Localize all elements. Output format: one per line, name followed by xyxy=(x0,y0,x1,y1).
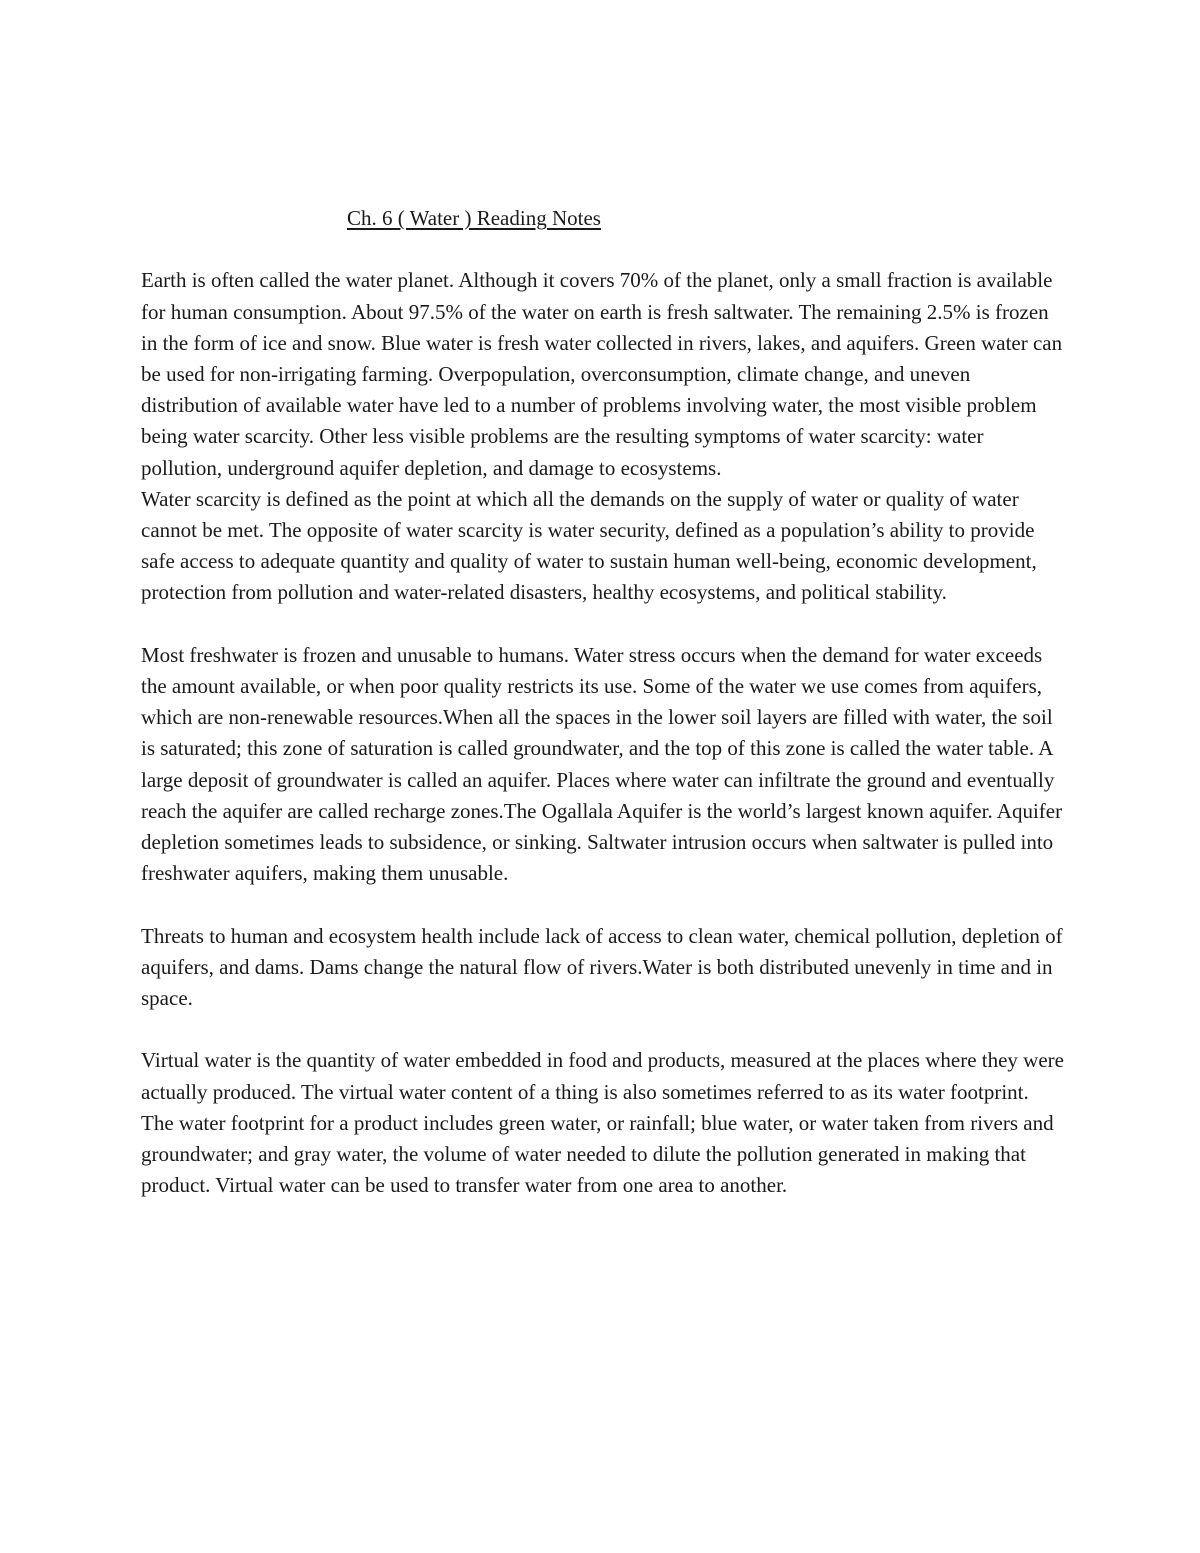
paragraph-threats: Threats to human and ecosystem health include lack of access to clean water, chemical pollution, depletion of aquifers, and dams. Dams change the natural flow of rivers.Water is both distributed unevenly in time and in space. xyxy=(141,923,1063,1011)
paragraph-water-planet: Earth is often called the water planet. Although it covers 70% of the planet, only a small fraction is available for human consumption. About 97.5% of the water on earth is fresh saltwater. The remaining 2.5% is frozen in the form of ice and snow. Blue water is fresh water collected in rivers, lakes, and aquifers. Green water can be used for non-irrigating farming. Overpopulation, overconsumption, climate change, and uneven distribution of available water have led to a number of problems involving water, the most visible problem being water scarcity. Other less visible problems are the resulting symptoms of water scarcity: water pollution, underground aquifer depletion, and damage to ecosystems. xyxy=(141,268,1063,480)
paragraph-water-scarcity: Water scarcity is defined as the point at which all the demands on the supply of water or quality of water cannot be met. The opposite of water scarcity is water security, defined as a population’s ability to provide safe access to adequate quantity and quality of water to sustain human well-being, economic development, protection from pollution and water-related disasters, healthy ecosystems, and political stability. xyxy=(141,486,1037,605)
spacer xyxy=(141,889,1066,920)
paragraph-virtual-water: Virtual water is the quantity of water embedded in food and products, measured at the places where they were actually produced. The virtual water content of a thing is also sometimes referred to as its water footprint. The water footprint for a product includes green water, or rainfall; blue water, or water taken from rivers and groundwater; and gray water, the volume of water needed to dilute the pollution generated in making that product. Virtual water can be used to transfer water from one area to another. xyxy=(141,1048,1064,1198)
spacer xyxy=(141,1014,1066,1045)
spacer xyxy=(141,609,1066,640)
document-title: Ch. 6 ( Water ) Reading Notes xyxy=(347,206,601,230)
document-body xyxy=(141,203,1066,1201)
spacer xyxy=(141,234,1066,265)
paragraph-freshwater-aquifers: Most freshwater is frozen and unusable to humans. Water stress occurs when the demand for water exceeds the amount available, or when poor quality restricts its use. Some of the water we use comes from aquifers, which are non-renewable resources.When all the spaces in the lower soil layers are filled with water, the soil is saturated; this zone of saturation is called groundwater, and the top of this zone is called the water table. A large deposit of groundwater is called an aquifer. Places where water can infiltrate the ground and eventually reach the aquifer are called recharge zones.The Ogallala Aquifer is the world’s largest known aquifer. Aquifer depletion sometimes leads to subsidence, or sinking. Saltwater intrusion occurs when saltwater is pulled into freshwater aquifers, making them unusable. xyxy=(141,642,1063,886)
